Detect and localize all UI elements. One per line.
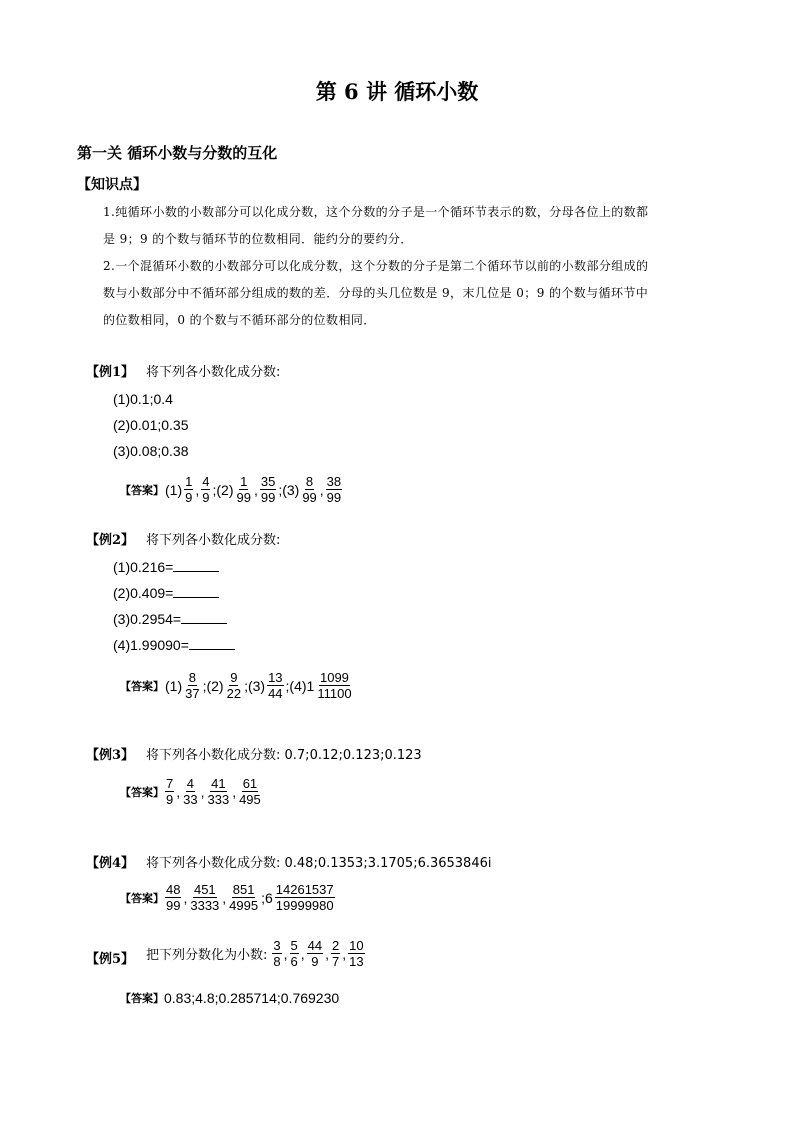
example-item xyxy=(113,559,219,575)
example-prompt: 将下列各小数化成分数: xyxy=(146,533,281,548)
knowledge-text: 2.一个混循环小数的小数部分可以化成分数，这个分数的分子是第二个循环节以前的小数部分组成的 xyxy=(103,259,649,273)
numerator: 5 xyxy=(290,938,298,953)
separator: ;(3) xyxy=(244,677,266,694)
numerator: 38 xyxy=(326,474,342,489)
denominator: 99 xyxy=(236,490,251,505)
denominator: 22 xyxy=(226,686,242,701)
separator: , xyxy=(342,945,347,962)
numerator: 451 xyxy=(193,882,216,897)
example-prompt-row xyxy=(146,938,366,969)
fraction xyxy=(331,938,340,969)
separator: (1) xyxy=(165,677,183,694)
numerator: 9 xyxy=(230,670,238,685)
knowledge-label: 【知识点】 xyxy=(77,177,147,193)
denominator: 19999980 xyxy=(275,898,334,913)
numerator: 8 xyxy=(305,474,314,489)
answer-blank[interactable] xyxy=(181,611,227,624)
fraction xyxy=(165,776,174,807)
denominator: 9 xyxy=(185,490,193,505)
answer-fractions xyxy=(164,882,336,913)
separator: , xyxy=(300,945,305,962)
example-prompt: 将下列各小数化成分数: 0.7;0.12;0.123;0.123 xyxy=(146,748,422,763)
numerator: 7 xyxy=(166,776,174,791)
fraction xyxy=(184,474,193,505)
denominator: 3333 xyxy=(190,898,220,913)
fraction xyxy=(301,474,317,505)
denominator: 99 xyxy=(326,490,342,505)
answer-label: 【答案】 xyxy=(120,484,164,497)
separator: , xyxy=(200,783,205,800)
answer-fractions xyxy=(164,474,343,505)
separator: ;(3) xyxy=(278,481,300,498)
answer-row xyxy=(120,882,336,913)
numerator: 48 xyxy=(166,882,181,897)
example-label: 【例2】 xyxy=(86,533,135,548)
numerator: 35 xyxy=(260,474,276,489)
numerator: 1 xyxy=(240,474,248,489)
answer-row xyxy=(120,990,339,1006)
answer-row xyxy=(120,776,263,807)
fraction xyxy=(228,882,259,913)
separator: ;(2) xyxy=(212,481,234,498)
section-heading: 第一关 循环小数与分数的互化 xyxy=(77,144,278,162)
numerator: 851 xyxy=(232,882,255,897)
numerator: 2 xyxy=(332,938,340,953)
example-label: 【例1】 xyxy=(86,365,135,380)
denominator: 8 xyxy=(273,954,281,969)
separator: , xyxy=(283,945,288,962)
knowledge-text: 的位数相同，0 的个数与不循环部分的位数相同． xyxy=(103,313,376,327)
denominator: 4995 xyxy=(229,898,259,913)
denominator: 6 xyxy=(290,954,298,969)
item-text: (3)0.2954= xyxy=(113,611,182,627)
fraction xyxy=(165,882,181,913)
example-prompt: 将下列各小数化成分数: 0.48;0.1353;3.1705;6.3653846i xyxy=(146,856,492,871)
example-item: (3)0.08;0.38 xyxy=(113,443,189,459)
knowledge-text: 数与小数部分中不循环部分组成的数的差．分母的头几位数是 9，末几位是 0；9 的个数与循环节中 xyxy=(103,286,649,300)
knowledge-text: 是 9；9 的个数与循环节的位数相同．能约分的要约分． xyxy=(103,232,413,246)
numerator: 13 xyxy=(268,670,283,685)
separator: , xyxy=(222,889,227,906)
example-prompt: 把下列分数化为小数: xyxy=(146,948,268,963)
fraction xyxy=(275,882,335,913)
numerator: 3 xyxy=(273,938,281,953)
fraction xyxy=(226,670,242,701)
item-text: (1)0.216= xyxy=(113,559,174,575)
denominator: 99 xyxy=(302,490,317,505)
fraction xyxy=(267,670,283,701)
denominator: 13 xyxy=(349,954,364,969)
separator: , xyxy=(176,783,181,800)
numerator: 10 xyxy=(349,938,364,953)
fraction xyxy=(260,474,276,505)
numerator: 61 xyxy=(242,776,258,791)
example-label: 【例3】 xyxy=(86,748,135,763)
numerator: 8 xyxy=(188,670,196,685)
example-item: (2)0.01;0.35 xyxy=(113,417,189,433)
example-item xyxy=(113,585,219,601)
denominator: 99 xyxy=(166,898,181,913)
numerator: 44 xyxy=(307,938,323,953)
item-text: (4)1.99090= xyxy=(113,637,189,653)
separator: , xyxy=(253,481,258,498)
example-item xyxy=(113,637,235,653)
example-label: 【例4】 xyxy=(86,856,135,871)
fraction xyxy=(189,882,220,913)
separator: , xyxy=(183,889,188,906)
answer-fractions xyxy=(164,776,263,807)
fraction xyxy=(326,474,342,505)
separator: , xyxy=(195,481,200,498)
answer-blank[interactable] xyxy=(173,559,219,572)
example-item xyxy=(113,611,227,627)
answer-fractions xyxy=(164,670,354,701)
denominator: 33 xyxy=(183,792,198,807)
denominator: 9 xyxy=(202,490,210,505)
denominator: 99 xyxy=(260,490,276,505)
numerator: 4 xyxy=(186,776,194,791)
knowledge-text: 1.纯循环小数的小数部分可以化成分数，这个分数的分子是一个循环节表示的数，分母各位上的数都 xyxy=(103,205,649,219)
separator: , xyxy=(325,945,329,962)
denominator: 9 xyxy=(311,954,319,969)
page-title: 第 6 讲 循环小数 xyxy=(315,79,479,104)
fraction xyxy=(201,474,210,505)
fraction xyxy=(272,938,281,969)
fraction xyxy=(182,776,198,807)
denominator: 37 xyxy=(185,686,200,701)
fraction xyxy=(235,474,251,505)
example-label: 【例5】 xyxy=(86,952,135,967)
answer-label: 【答案】 xyxy=(120,993,164,1005)
separator: , xyxy=(232,783,237,800)
numerator: 1099 xyxy=(319,670,349,685)
numerator: 14261537 xyxy=(275,882,334,897)
answer-row xyxy=(120,474,343,505)
fraction xyxy=(238,776,262,807)
denominator: 44 xyxy=(268,686,283,701)
separator: ;(4)1 xyxy=(285,677,315,694)
answer-row xyxy=(120,670,354,701)
denominator: 11100 xyxy=(317,686,352,701)
fraction xyxy=(316,670,352,701)
fraction xyxy=(184,670,200,701)
answer-label: 【答案】 xyxy=(120,892,164,905)
numerator: 4 xyxy=(202,474,210,489)
prompt-fractions xyxy=(271,938,365,969)
answer-label: 【答案】 xyxy=(120,680,164,693)
denominator: 7 xyxy=(332,954,340,969)
answer-text: 0.83;4.8;0.285714;0.769230 xyxy=(164,990,340,1006)
answer-blank[interactable] xyxy=(173,585,219,598)
fraction xyxy=(290,938,299,969)
denominator: 9 xyxy=(166,792,174,807)
numerator: 1 xyxy=(185,474,193,489)
denominator: 495 xyxy=(239,792,261,807)
example-item: (1)0.1;0.4 xyxy=(113,391,173,407)
separator: , xyxy=(319,481,324,498)
numerator: 41 xyxy=(211,776,226,791)
separator: (1) xyxy=(165,481,183,498)
denominator: 333 xyxy=(207,792,230,807)
item-text: (2)0.409= xyxy=(113,585,174,601)
fraction xyxy=(348,938,364,969)
separator: ;6 xyxy=(261,889,273,906)
separator: ;(2) xyxy=(202,677,224,694)
answer-label: 【答案】 xyxy=(120,786,164,799)
fraction xyxy=(307,938,323,969)
answer-blank[interactable] xyxy=(189,637,235,650)
example-prompt: 将下列各小数化成分数: xyxy=(146,365,281,380)
fraction xyxy=(206,776,230,807)
